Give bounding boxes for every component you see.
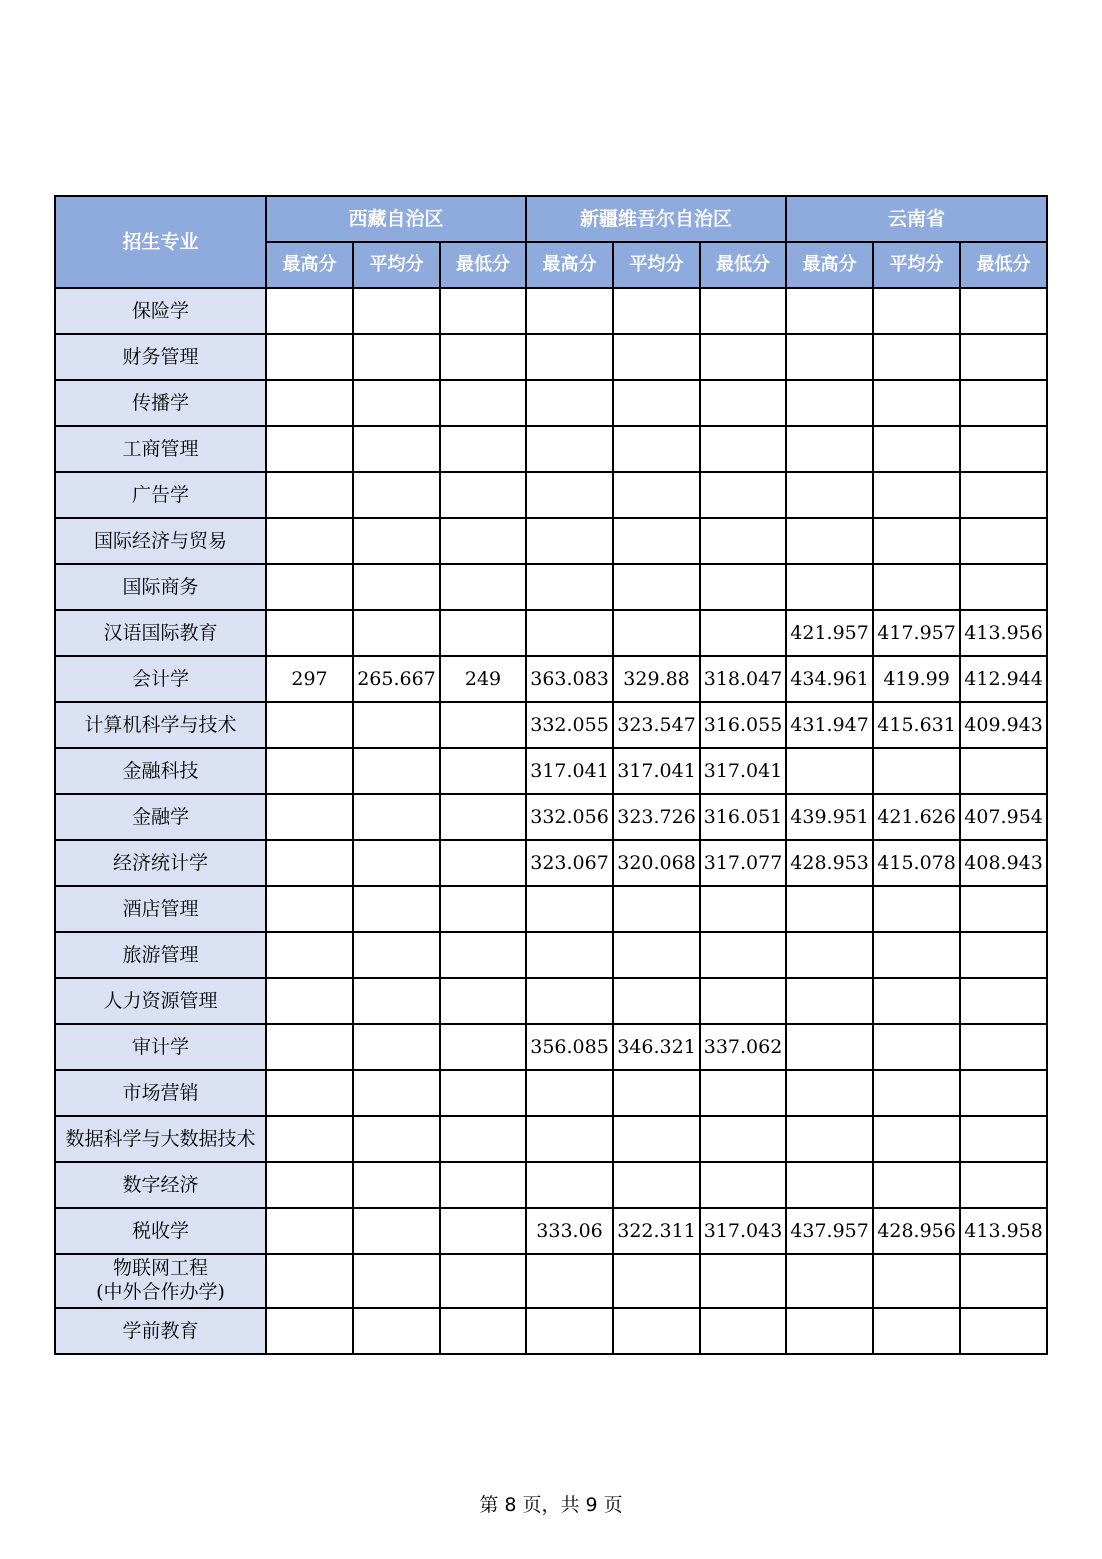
score-cell bbox=[353, 702, 440, 748]
sub-header-max: 最高分 bbox=[526, 242, 613, 288]
score-cell bbox=[700, 1116, 786, 1162]
score-cell: 316.055 bbox=[700, 702, 786, 748]
score-cell bbox=[700, 518, 786, 564]
score-cell: 320.068 bbox=[613, 840, 700, 886]
table-row bbox=[55, 472, 1047, 518]
table-row bbox=[55, 794, 1047, 840]
major-name-cell: 税收学 bbox=[55, 1208, 266, 1254]
score-cell bbox=[960, 886, 1047, 932]
score-cell: 333.06 bbox=[526, 1208, 613, 1254]
score-cell bbox=[700, 288, 786, 334]
score-cell: 316.051 bbox=[700, 794, 786, 840]
score-cell: 409.943 bbox=[960, 702, 1047, 748]
score-cell: 407.954 bbox=[960, 794, 1047, 840]
score-cell: 317.041 bbox=[613, 748, 700, 794]
score-cell bbox=[440, 564, 526, 610]
score-cell: 428.956 bbox=[873, 1208, 960, 1254]
score-cell bbox=[960, 1308, 1047, 1354]
score-cell bbox=[960, 564, 1047, 610]
score-cell bbox=[266, 518, 353, 564]
score-cell bbox=[440, 380, 526, 426]
score-cell bbox=[700, 1254, 786, 1308]
score-cell bbox=[266, 886, 353, 932]
page-number: 第 8 页，共 9 页 bbox=[479, 1494, 623, 1516]
score-cell bbox=[353, 932, 440, 978]
score-cell bbox=[873, 1254, 960, 1308]
score-cell bbox=[700, 610, 786, 656]
score-cell bbox=[353, 794, 440, 840]
score-cell bbox=[526, 288, 613, 334]
sub-header-avg: 平均分 bbox=[353, 242, 440, 288]
score-cell: 323.726 bbox=[613, 794, 700, 840]
score-cell bbox=[613, 886, 700, 932]
score-cell bbox=[526, 380, 613, 426]
major-name-cell: 金融学 bbox=[55, 794, 266, 840]
score-cell bbox=[526, 886, 613, 932]
score-cell bbox=[266, 932, 353, 978]
major-name-cell: 计算机科学与技术 bbox=[55, 702, 266, 748]
score-cell: 317.077 bbox=[700, 840, 786, 886]
score-cell: 413.958 bbox=[960, 1208, 1047, 1254]
score-cell bbox=[266, 610, 353, 656]
score-cell bbox=[526, 932, 613, 978]
major-name-cell: 财务管理 bbox=[55, 334, 266, 380]
score-cell bbox=[786, 748, 873, 794]
score-cell bbox=[440, 748, 526, 794]
score-cell bbox=[440, 334, 526, 380]
score-cell bbox=[353, 1308, 440, 1354]
score-cell bbox=[440, 932, 526, 978]
region-header-xinjiang: 新疆维吾尔自治区 bbox=[526, 196, 786, 242]
score-cell bbox=[526, 1254, 613, 1308]
score-cell bbox=[440, 702, 526, 748]
table-row bbox=[55, 1308, 1047, 1354]
score-cell bbox=[873, 1162, 960, 1208]
score-cell bbox=[873, 288, 960, 334]
score-cell: 329.88 bbox=[613, 656, 700, 702]
score-cell: 356.085 bbox=[526, 1024, 613, 1070]
score-cell bbox=[873, 886, 960, 932]
score-cell bbox=[266, 978, 353, 1024]
major-name-cell: 国际商务 bbox=[55, 564, 266, 610]
score-cell bbox=[700, 334, 786, 380]
score-cell: 408.943 bbox=[960, 840, 1047, 886]
major-name-cell: 金融科技 bbox=[55, 748, 266, 794]
table-row bbox=[55, 518, 1047, 564]
score-cell bbox=[700, 426, 786, 472]
major-name-cell: 经济统计学 bbox=[55, 840, 266, 886]
score-cell: 346.321 bbox=[613, 1024, 700, 1070]
score-cell bbox=[353, 1208, 440, 1254]
score-cell bbox=[353, 1116, 440, 1162]
major-name-cell: 传播学 bbox=[55, 380, 266, 426]
sub-header-max: 最高分 bbox=[266, 242, 353, 288]
score-cell bbox=[353, 1254, 440, 1308]
score-cell bbox=[353, 978, 440, 1024]
score-cell bbox=[440, 610, 526, 656]
score-cell bbox=[873, 748, 960, 794]
score-cell bbox=[960, 426, 1047, 472]
score-cell bbox=[266, 702, 353, 748]
major-name-cell: 酒店管理 bbox=[55, 886, 266, 932]
score-cell bbox=[613, 380, 700, 426]
table-row bbox=[55, 1070, 1047, 1116]
score-cell bbox=[960, 472, 1047, 518]
score-cell bbox=[786, 932, 873, 978]
score-cell bbox=[440, 1254, 526, 1308]
major-name-cell: 汉语国际教育 bbox=[55, 610, 266, 656]
sub-header-avg: 平均分 bbox=[613, 242, 700, 288]
score-cell bbox=[353, 426, 440, 472]
score-cell bbox=[613, 610, 700, 656]
score-cell: 415.078 bbox=[873, 840, 960, 886]
score-cell bbox=[786, 564, 873, 610]
score-cell bbox=[526, 334, 613, 380]
major-name-cell: 数据科学与大数据技术 bbox=[55, 1116, 266, 1162]
score-cell: 363.083 bbox=[526, 656, 613, 702]
score-cell: 323.547 bbox=[613, 702, 700, 748]
score-cell bbox=[266, 426, 353, 472]
score-cell: 318.047 bbox=[700, 656, 786, 702]
score-table bbox=[54, 195, 1048, 1355]
score-cell: 317.043 bbox=[700, 1208, 786, 1254]
score-cell bbox=[613, 1162, 700, 1208]
region-header-tibet: 西藏自治区 bbox=[266, 196, 526, 242]
score-cell bbox=[440, 978, 526, 1024]
score-cell bbox=[613, 518, 700, 564]
score-cell: 332.056 bbox=[526, 794, 613, 840]
table-row bbox=[55, 610, 1047, 656]
table-row bbox=[55, 702, 1047, 748]
score-cell bbox=[353, 472, 440, 518]
table-row bbox=[55, 380, 1047, 426]
score-cell bbox=[353, 840, 440, 886]
score-cell bbox=[613, 1308, 700, 1354]
score-cell bbox=[526, 610, 613, 656]
score-cell bbox=[353, 886, 440, 932]
region-header-yunnan: 云南省 bbox=[786, 196, 1047, 242]
score-cell: 412.944 bbox=[960, 656, 1047, 702]
score-cell bbox=[526, 1070, 613, 1116]
score-cell bbox=[440, 518, 526, 564]
score-cell bbox=[960, 334, 1047, 380]
score-cell bbox=[440, 1308, 526, 1354]
score-cell bbox=[266, 1070, 353, 1116]
score-cell bbox=[873, 1024, 960, 1070]
score-cell bbox=[786, 426, 873, 472]
score-cell bbox=[873, 932, 960, 978]
score-cell: 332.055 bbox=[526, 702, 613, 748]
major-name-cell: 广告学 bbox=[55, 472, 266, 518]
score-cell bbox=[613, 1070, 700, 1116]
score-cell bbox=[873, 380, 960, 426]
major-name-cell: 国际经济与贸易 bbox=[55, 518, 266, 564]
score-cell: 434.961 bbox=[786, 656, 873, 702]
score-cell bbox=[700, 932, 786, 978]
score-cell bbox=[786, 1024, 873, 1070]
score-cell bbox=[786, 472, 873, 518]
score-cell bbox=[353, 1024, 440, 1070]
score-cell bbox=[526, 1308, 613, 1354]
score-cell: 413.956 bbox=[960, 610, 1047, 656]
table-row bbox=[55, 426, 1047, 472]
score-cell bbox=[700, 886, 786, 932]
score-cell bbox=[700, 472, 786, 518]
table-row bbox=[55, 748, 1047, 794]
score-cell bbox=[353, 1162, 440, 1208]
sub-header-max: 最高分 bbox=[786, 242, 873, 288]
table-row bbox=[55, 840, 1047, 886]
score-cell bbox=[440, 886, 526, 932]
score-cell bbox=[440, 1116, 526, 1162]
score-cell bbox=[960, 748, 1047, 794]
score-cell bbox=[353, 334, 440, 380]
score-cell: 439.951 bbox=[786, 794, 873, 840]
score-cell bbox=[786, 288, 873, 334]
score-cell bbox=[266, 380, 353, 426]
score-cell bbox=[786, 1162, 873, 1208]
major-name-line2: (中外合作办学) bbox=[96, 1281, 225, 1303]
score-cell bbox=[266, 748, 353, 794]
score-cell: 421.626 bbox=[873, 794, 960, 840]
score-cell bbox=[440, 1162, 526, 1208]
score-cell: 415.631 bbox=[873, 702, 960, 748]
score-cell bbox=[613, 1116, 700, 1162]
score-cell bbox=[960, 518, 1047, 564]
score-cell bbox=[613, 334, 700, 380]
score-cell bbox=[786, 886, 873, 932]
score-cell: 421.957 bbox=[786, 610, 873, 656]
major-name-cell: 人力资源管理 bbox=[55, 978, 266, 1024]
table-row bbox=[55, 288, 1047, 334]
score-cell bbox=[873, 518, 960, 564]
table-row bbox=[55, 978, 1047, 1024]
table-body bbox=[55, 288, 1047, 1354]
score-cell: 323.067 bbox=[526, 840, 613, 886]
sub-header-min: 最低分 bbox=[960, 242, 1047, 288]
score-cell: 322.311 bbox=[613, 1208, 700, 1254]
score-cell bbox=[353, 1070, 440, 1116]
sub-header-avg: 平均分 bbox=[873, 242, 960, 288]
score-cell bbox=[440, 472, 526, 518]
score-cell bbox=[266, 564, 353, 610]
score-cell bbox=[440, 840, 526, 886]
score-cell: 428.953 bbox=[786, 840, 873, 886]
major-name-cell: 工商管理 bbox=[55, 426, 266, 472]
score-cell bbox=[700, 564, 786, 610]
score-cell bbox=[873, 1308, 960, 1354]
table-row bbox=[55, 656, 1047, 702]
score-cell bbox=[700, 1070, 786, 1116]
score-cell bbox=[353, 564, 440, 610]
score-cell bbox=[266, 794, 353, 840]
score-cell bbox=[700, 380, 786, 426]
score-cell bbox=[526, 472, 613, 518]
score-cell: 317.041 bbox=[700, 748, 786, 794]
score-cell bbox=[700, 1162, 786, 1208]
score-cell bbox=[873, 1116, 960, 1162]
score-cell bbox=[613, 932, 700, 978]
score-cell bbox=[873, 472, 960, 518]
score-cell bbox=[440, 288, 526, 334]
score-cell: 265.667 bbox=[353, 656, 440, 702]
score-cell bbox=[353, 518, 440, 564]
score-cell: 317.041 bbox=[526, 748, 613, 794]
score-cell: 297 bbox=[266, 656, 353, 702]
major-name-cell: 会计学 bbox=[55, 656, 266, 702]
score-cell bbox=[440, 1208, 526, 1254]
score-cell bbox=[266, 1308, 353, 1354]
sub-header-min: 最低分 bbox=[700, 242, 786, 288]
score-cell bbox=[526, 1162, 613, 1208]
score-cell bbox=[960, 1116, 1047, 1162]
table-row bbox=[55, 932, 1047, 978]
score-cell bbox=[786, 380, 873, 426]
score-cell bbox=[960, 978, 1047, 1024]
score-cell bbox=[440, 426, 526, 472]
score-cell bbox=[266, 1208, 353, 1254]
table-row bbox=[55, 564, 1047, 610]
score-cell bbox=[873, 978, 960, 1024]
score-cell: 249 bbox=[440, 656, 526, 702]
major-name-cell: 保险学 bbox=[55, 288, 266, 334]
score-cell: 337.062 bbox=[700, 1024, 786, 1070]
major-name-cell: 市场营销 bbox=[55, 1070, 266, 1116]
score-cell bbox=[786, 334, 873, 380]
major-name-cell: 学前教育 bbox=[55, 1308, 266, 1354]
score-cell bbox=[613, 426, 700, 472]
score-cell bbox=[786, 1254, 873, 1308]
score-cell: 419.99 bbox=[873, 656, 960, 702]
major-name-cell: 旅游管理 bbox=[55, 932, 266, 978]
score-cell bbox=[960, 380, 1047, 426]
score-cell bbox=[786, 1070, 873, 1116]
score-cell: 417.957 bbox=[873, 610, 960, 656]
score-cell bbox=[526, 1116, 613, 1162]
major-name-line1: 物联网工程 bbox=[112, 1257, 208, 1280]
score-cell: 431.947 bbox=[786, 702, 873, 748]
score-cell bbox=[353, 610, 440, 656]
major-name-cell: 数字经济 bbox=[55, 1162, 266, 1208]
score-cell bbox=[266, 840, 353, 886]
score-cell bbox=[786, 518, 873, 564]
score-cell bbox=[613, 564, 700, 610]
score-cell bbox=[266, 334, 353, 380]
score-cell bbox=[526, 978, 613, 1024]
score-cell: 437.957 bbox=[786, 1208, 873, 1254]
score-cell bbox=[786, 1116, 873, 1162]
score-cell bbox=[700, 978, 786, 1024]
sub-header-min: 最低分 bbox=[440, 242, 526, 288]
score-cell bbox=[353, 288, 440, 334]
table-row bbox=[55, 1024, 1047, 1070]
score-cell bbox=[526, 518, 613, 564]
score-cell bbox=[266, 472, 353, 518]
score-cell bbox=[440, 1024, 526, 1070]
score-cell bbox=[613, 1254, 700, 1308]
score-cell bbox=[266, 1254, 353, 1308]
score-cell bbox=[960, 1162, 1047, 1208]
major-name-cell bbox=[55, 1254, 266, 1308]
score-cell bbox=[960, 1254, 1047, 1308]
major-name-cell: 审计学 bbox=[55, 1024, 266, 1070]
score-cell bbox=[873, 334, 960, 380]
score-cell bbox=[786, 1308, 873, 1354]
score-cell bbox=[613, 978, 700, 1024]
table-row bbox=[55, 334, 1047, 380]
score-cell bbox=[613, 472, 700, 518]
score-cell bbox=[613, 288, 700, 334]
table-row bbox=[55, 886, 1047, 932]
score-cell bbox=[266, 1162, 353, 1208]
score-cell bbox=[440, 794, 526, 840]
major-column-header: 招生专业 bbox=[55, 196, 266, 288]
score-cell bbox=[353, 380, 440, 426]
score-cell bbox=[960, 932, 1047, 978]
score-cell bbox=[266, 1024, 353, 1070]
score-cell bbox=[960, 1024, 1047, 1070]
table-row bbox=[55, 1254, 1047, 1308]
score-cell bbox=[960, 288, 1047, 334]
score-cell bbox=[526, 426, 613, 472]
score-cell bbox=[873, 564, 960, 610]
score-cell bbox=[266, 1116, 353, 1162]
score-cell bbox=[353, 748, 440, 794]
score-cell bbox=[873, 1070, 960, 1116]
table-row bbox=[55, 1208, 1047, 1254]
score-cell bbox=[266, 288, 353, 334]
score-cell bbox=[786, 978, 873, 1024]
score-cell bbox=[960, 1070, 1047, 1116]
score-cell bbox=[526, 564, 613, 610]
table-row bbox=[55, 1162, 1047, 1208]
score-cell bbox=[873, 426, 960, 472]
score-cell bbox=[440, 1070, 526, 1116]
score-cell bbox=[700, 1308, 786, 1354]
table-row bbox=[55, 1116, 1047, 1162]
